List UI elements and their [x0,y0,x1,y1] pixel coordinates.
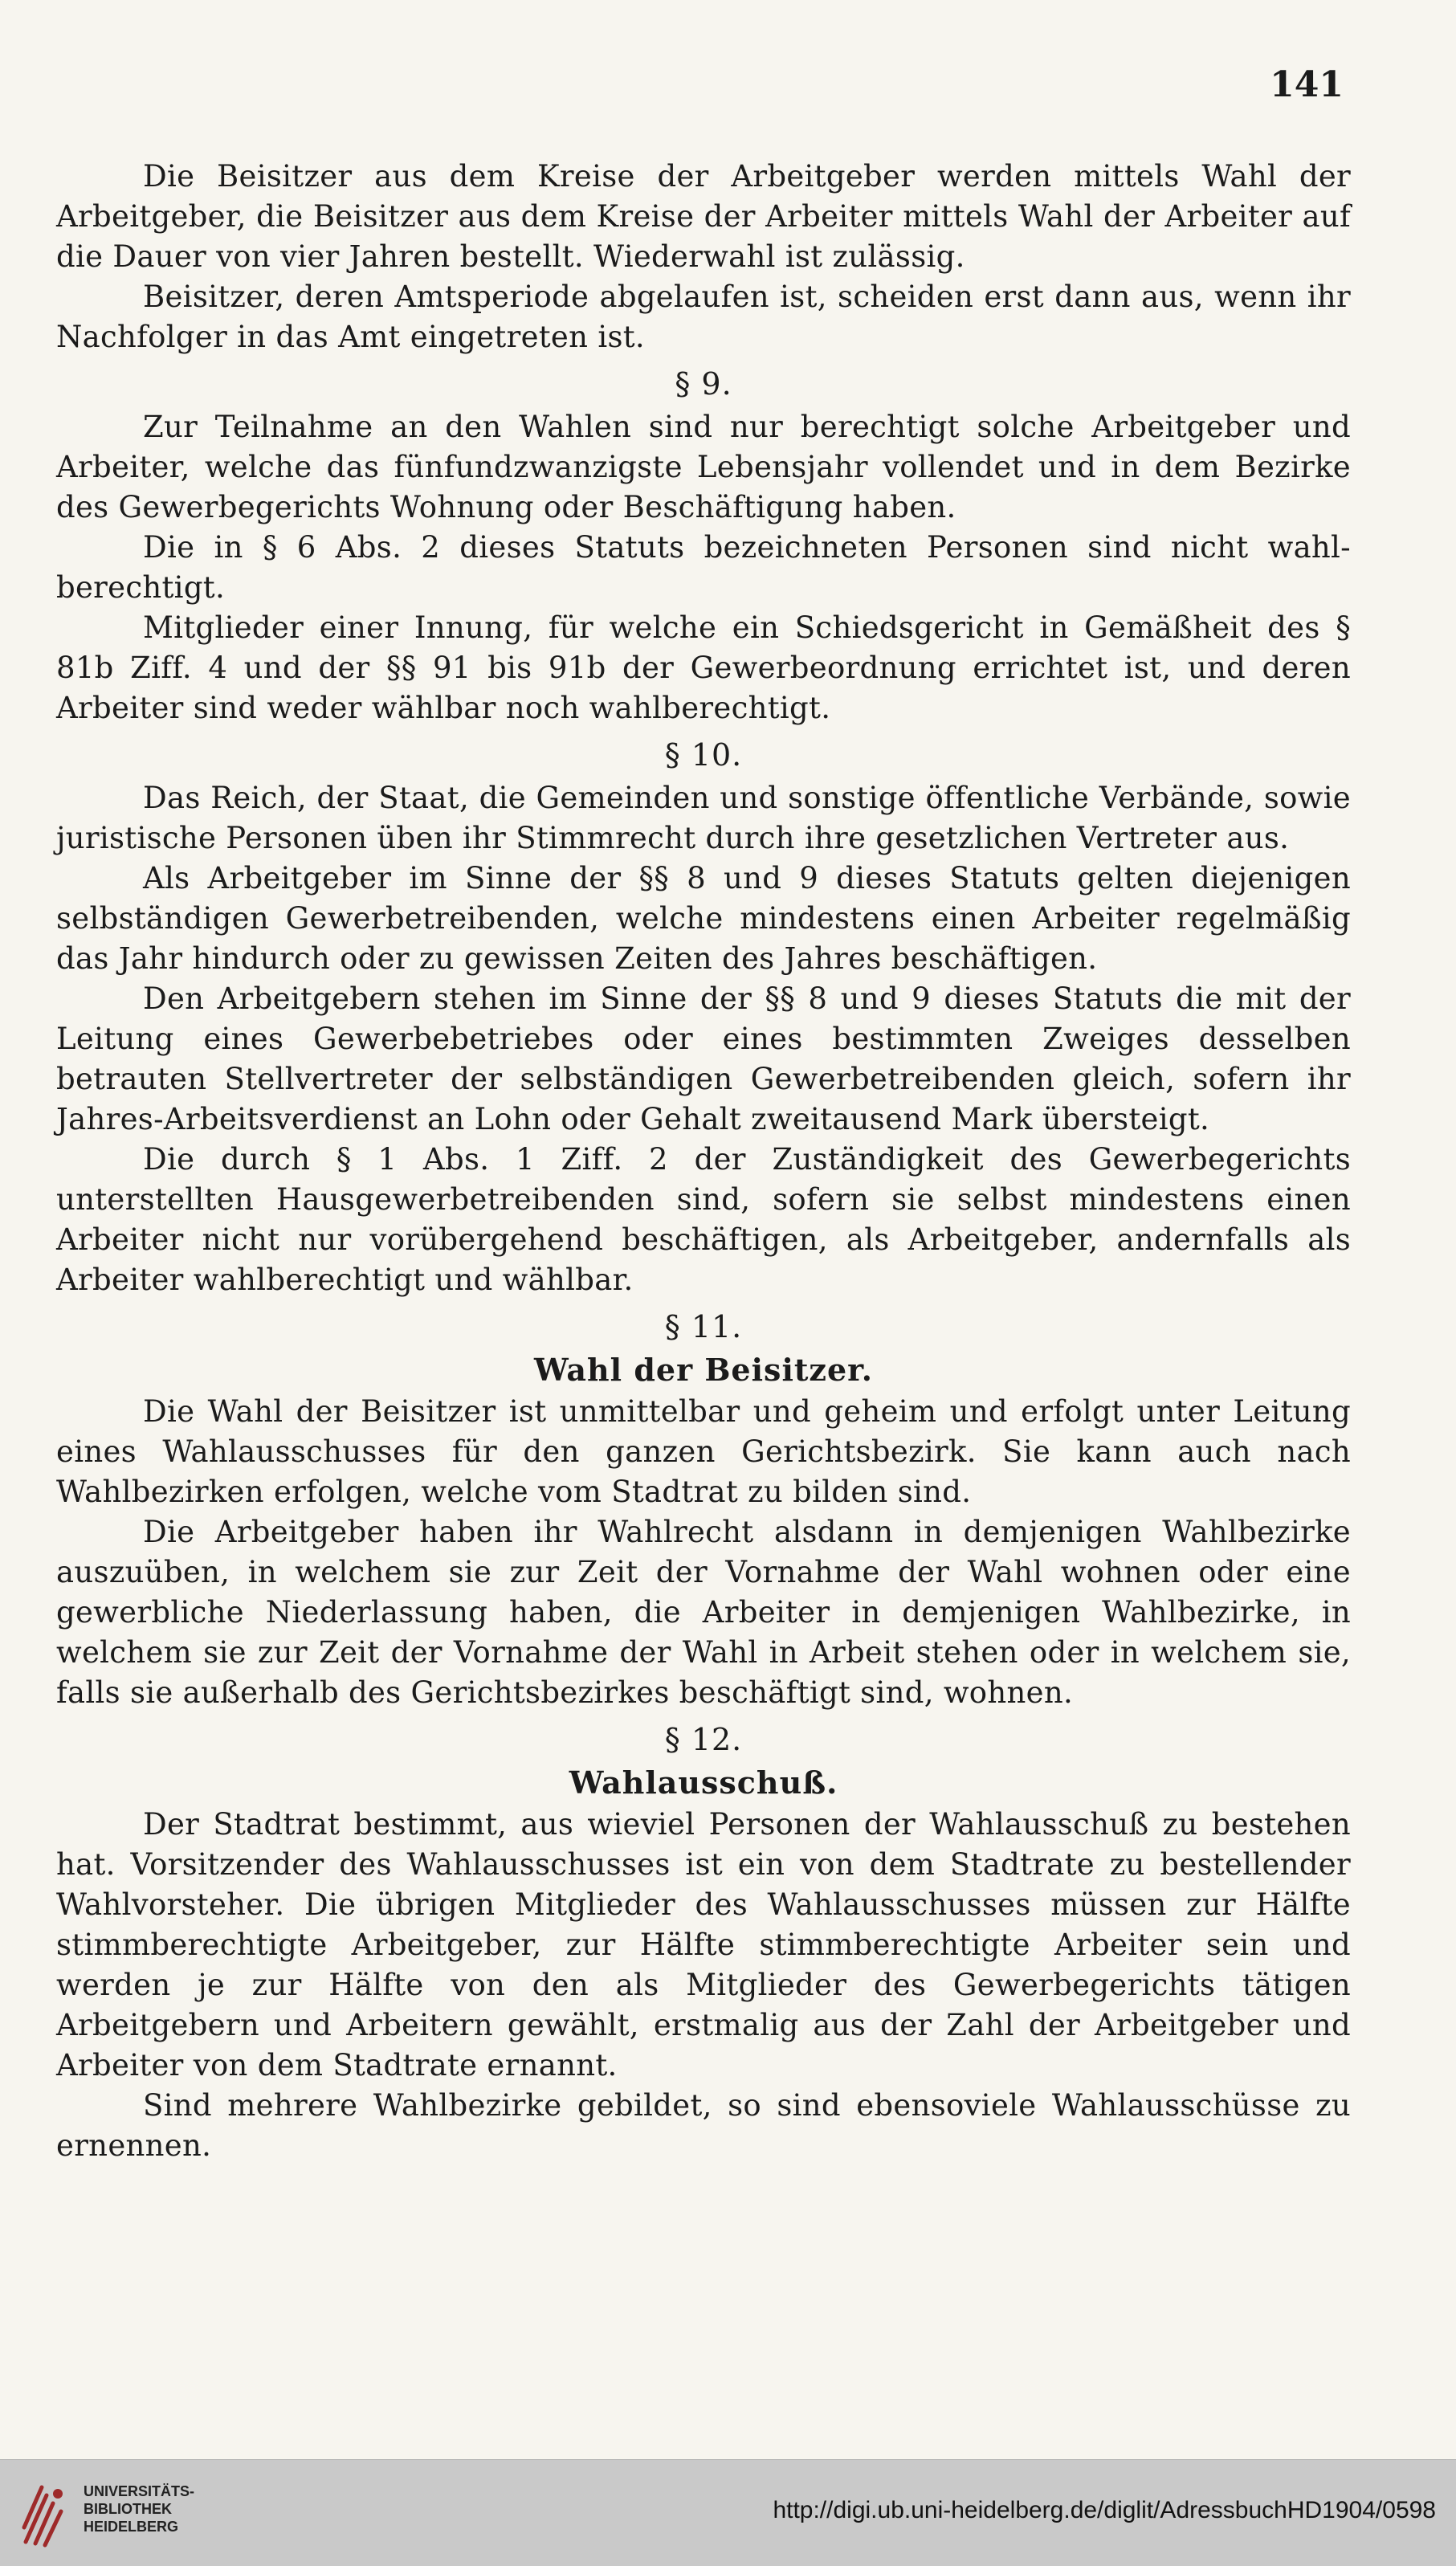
paragraph: Die Beisitzer aus dem Kreise der Arbeitgeber werden mittels Wahl der Arbeitgeber, die Beisitzer aus dem Kreise der Arbeiter mittels Wahl der Arbeiter auf die Dauer von vier Jahren bestellt. Wiederwahl ist zulässig. [56,159,1351,274]
section-mark-11: § 11. [664,1309,743,1344]
paragraph: Die Wahl der Beisitzer ist unmittelbar und geheim und erfolgt unter Leitung eines Wahlausschusses für den ganzen Gerichtsbezirk. Sie kann auch nach Wahlbezirken erfolgen, welche vom Stadtrat zu bilden sind. [56,1394,1351,1509]
section-mark-9: § 9. [675,366,732,402]
paragraph: Als Arbeitgeber im Sinne der §§ 8 und 9 dieses Statuts gelten diejenigen selbständigen Gewerbetreibenden, welche mindestens einen Arbeiter regelmäßig das Jahr hindurch oder zu gewissen Zeiten des Jahres beschäftigen. [56,861,1351,976]
page-number: 141 [1270,64,1344,105]
library-name [84,2482,194,2535]
paragraph: Der Stadtrat bestimmt, aus wieviel Personen der Wahlausschuß zu bestehen hat. Vorsitzender des Wahlausschusses ist ein von dem Stadtrate zu bestellender Wahlvorsteher. Die übrigen Mitglieder des Wahlausschusses müssen zur Hälfte stimmberechtigte Arbeitgeber, zur Hälfte stimmberechtigte Arbeiter sein und werden je zur Hälfte von den als Mitglieder des Gewerbegerichts tätigen Arbeitgebern und Arbeitern gewählt, erstmalig aus der Zahl der Arbeitgeber und Arbeiter von dem Stadtrate ernannt. [56,1807,1351,2083]
university-seal-icon [18,2479,75,2548]
paragraph: Das Reich, der Staat, die Gemeinden und sonstige öffentliche Verbände, sowie juristische Personen üben ihr Stimmrecht durch ihre gesetzlichen Vertreter aus. [56,781,1351,855]
section-heading-wahlausschuss: Wahlausschuß. [569,1764,838,1801]
paragraph: Beisitzer, deren Amtsperiode abgelaufen ist, scheiden erst dann aus, wenn ihr Nachfolger in das Amt eingetreten ist. [56,279,1351,354]
paragraph: Den Arbeitgebern stehen im Sinne der §§ 8 und 9 dieses Statuts die mit der Leitung eines Gewerbebetriebes oder eines bestimmten Zweiges desselben betrauten Stellvertreter der selbständigen Gewerbetreibenden gleich, sofern ihr Jahres-Arbeitsverdienst an Lohn oder Gehalt zweitausend Mark übersteigt. [56,981,1351,1136]
section-heading-wahl-der-beisitzer: Wahl der Beisitzer. [534,1352,873,1388]
library-name-line: BIBLIOTHEK [84,2501,172,2517]
document-body [56,157,1351,2166]
paragraph: Mitglieder einer Innung, für welche ein Schiedsgericht in Gemäßheit des § 81b Ziff. 4 und der §§ 91 bis 91b der Gewerbeordnung errichtet ist, und deren Arbeiter sind weder wählbar noch wahlberechtigt. [56,610,1351,725]
paragraph: Die in § 6 Abs. 2 dieses Statuts bezeichneten Personen sind nicht wahl-berechtigt. [56,530,1351,605]
digitization-footer [0,2459,1456,2566]
section-mark-12: § 12. [664,1722,743,1757]
paragraph: Sind mehrere Wahlbezirke gebildet, so sind ebensoviele Wahlausschüsse zu ernennen. [56,2088,1351,2163]
paragraph: Die Arbeitgeber haben ihr Wahlrecht alsdann in demjenigen Wahlbezirke auszuüben, in welchem sie zur Zeit der Vornahme der Wahl wohnen oder eine gewerbliche Niederlassung haben, die Arbeiter in demjenigen Wahlbezirke, in welchem sie zur Zeit der Vornahme der Wahl in Arbeit stehen oder in welchem sie, falls sie außerhalb des Gerichtsbezirkes beschäftigt sind, wohnen. [56,1515,1351,1710]
library-name-line: HEIDELBERG [84,2519,179,2535]
source-url-link[interactable]: http://digi.ub.uni-heidelberg.de/diglit/AdressbuchHD1904/0598 [773,2497,1436,2523]
paragraph: Zur Teilnahme an den Wahlen sind nur berechtigt solche Arbeitgeber und Arbeiter, welche das fünfundzwanzigste Lebensjahr vollendet und in dem Bezirke des Gewerbegerichts Wohnung oder Beschäftigung haben. [56,410,1351,524]
paragraph: Die durch § 1 Abs. 1 Ziff. 2 der Zuständigkeit des Gewerbegerichts unterstellten Hausgewerbetreibenden sind, sofern sie selbst mindestens einen Arbeiter nicht nur vorübergehend beschäftigen, als Arbeitgeber, andernfalls als Arbeiter wahlberechtigt und wählbar. [56,1142,1351,1297]
section-mark-10: § 10. [664,737,743,773]
library-name-line: UNIVERSITÄTS- [84,2483,195,2499]
